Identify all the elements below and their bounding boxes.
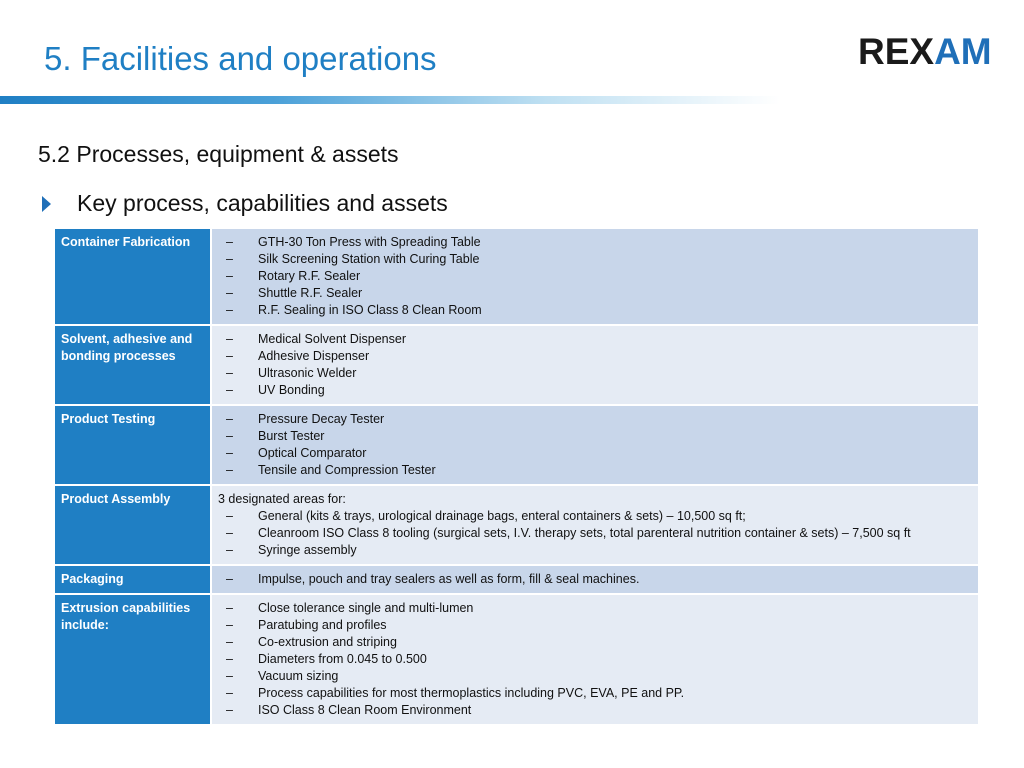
header-divider <box>0 96 780 104</box>
list-item-text: Cleanroom ISO Class 8 tooling (surgical sets, I.V. therapy sets, total parenteral nutrition container & sets) – 7,500 sq ft <box>258 526 911 540</box>
list-item <box>218 600 972 617</box>
list-item-text: Close tolerance single and multi-lumen <box>258 601 474 615</box>
list-item-text: GTH-30 Ton Press with Spreading Table <box>258 235 481 249</box>
list-item <box>218 428 972 445</box>
bullet-heading <box>42 190 448 217</box>
category-cell: Product Assembly <box>55 485 211 565</box>
list-item <box>218 251 972 268</box>
items-cell <box>211 594 978 725</box>
logo-text-am: AM <box>934 31 992 72</box>
table-row <box>55 405 978 485</box>
dash-bullet: – <box>226 601 233 615</box>
assets-table <box>55 229 978 726</box>
list-item-text: Optical Comparator <box>258 446 367 460</box>
list-item <box>218 542 972 559</box>
dash-bullet: – <box>226 366 233 380</box>
dash-bullet: – <box>226 412 233 426</box>
list-item <box>218 685 972 702</box>
items-cell <box>211 485 978 565</box>
list-item-text: Co-extrusion and striping <box>258 635 397 649</box>
dash-bullet: – <box>226 349 233 363</box>
list-item-text: Diameters from 0.045 to 0.500 <box>258 652 427 666</box>
dash-bullet: – <box>226 652 233 666</box>
dash-bullet: – <box>226 235 233 249</box>
list-item-text: Shuttle R.F. Sealer <box>258 286 363 300</box>
category-cell: Container Fabrication <box>55 229 211 325</box>
items-cell <box>211 405 978 485</box>
dash-bullet: – <box>226 703 233 717</box>
items-cell <box>211 565 978 594</box>
table-row <box>55 325 978 405</box>
list-item <box>218 702 972 719</box>
dash-bullet: – <box>226 686 233 700</box>
dash-bullet: – <box>226 635 233 649</box>
items-list <box>218 411 972 479</box>
dash-bullet: – <box>226 269 233 283</box>
dash-bullet: – <box>226 669 233 683</box>
items-list <box>218 508 972 559</box>
slide-title: 5. Facilities and operations <box>44 40 437 77</box>
list-item <box>218 508 972 525</box>
list-item <box>218 365 972 382</box>
list-item <box>218 382 972 399</box>
rexam-logo <box>858 30 992 74</box>
logo-text-rex: REX <box>858 31 935 72</box>
list-item <box>218 268 972 285</box>
list-item-text: Burst Tester <box>258 429 325 443</box>
bullet-heading-text: Key process, capabilities and assets <box>77 190 448 216</box>
list-item <box>218 571 972 588</box>
dash-bullet: – <box>226 509 233 523</box>
table-row <box>55 565 978 594</box>
items-list <box>218 571 972 588</box>
list-item-text: Syringe assembly <box>258 543 357 557</box>
items-list <box>218 234 972 319</box>
list-item <box>218 651 972 668</box>
dash-bullet: – <box>226 543 233 557</box>
table-row <box>55 485 978 565</box>
triangle-bullet-icon <box>42 196 51 212</box>
list-item <box>218 617 972 634</box>
dash-bullet: – <box>226 618 233 632</box>
list-item <box>218 525 972 542</box>
list-item-text: Impulse, pouch and tray sealers as well as form, fill & seal machines. <box>258 572 640 586</box>
list-item <box>218 331 972 348</box>
dash-bullet: – <box>226 463 233 477</box>
list-item <box>218 668 972 685</box>
list-item <box>218 234 972 251</box>
list-item-text: R.F. Sealing in ISO Class 8 Clean Room <box>258 303 482 317</box>
dash-bullet: – <box>226 286 233 300</box>
section-heading: 5.2 Processes, equipment & assets <box>38 141 399 167</box>
category-cell: Extrusion capabilities include: <box>55 594 211 725</box>
dash-bullet: – <box>226 252 233 266</box>
list-item-text: Tensile and Compression Tester <box>258 463 436 477</box>
list-item-text: Rotary R.F. Sealer <box>258 269 361 283</box>
dash-bullet: – <box>226 332 233 346</box>
items-list <box>218 331 972 399</box>
category-cell: Solvent, adhesive and bonding processes <box>55 325 211 405</box>
list-item-text: General (kits & trays, urological drainage bags, enteral containers & sets) – 10,500 sq ft; <box>258 509 746 523</box>
table-row <box>55 594 978 725</box>
list-item <box>218 634 972 651</box>
list-item <box>218 411 972 428</box>
list-item-text: Ultrasonic Welder <box>258 366 357 380</box>
items-list <box>218 600 972 719</box>
assets-table-body <box>55 229 978 725</box>
items-cell <box>211 325 978 405</box>
list-item-text: Adhesive Dispenser <box>258 349 370 363</box>
list-item <box>218 285 972 302</box>
list-item <box>218 462 972 479</box>
items-cell <box>211 229 978 325</box>
list-item-text: UV Bonding <box>258 383 325 397</box>
list-item-text: Silk Screening Station with Curing Table <box>258 252 480 266</box>
dash-bullet: – <box>226 303 233 317</box>
dash-bullet: – <box>226 446 233 460</box>
list-item <box>218 348 972 365</box>
list-item-text: Vacuum sizing <box>258 669 339 683</box>
category-cell: Product Testing <box>55 405 211 485</box>
category-cell: Packaging <box>55 565 211 594</box>
list-item <box>218 302 972 319</box>
list-item-text: Paratubing and profiles <box>258 618 387 632</box>
list-item-text: Pressure Decay Tester <box>258 412 385 426</box>
table-row <box>55 229 978 325</box>
dash-bullet: – <box>226 383 233 397</box>
dash-bullet: – <box>226 572 233 586</box>
list-item <box>218 445 972 462</box>
list-item-text: Medical Solvent Dispenser <box>258 332 406 346</box>
dash-bullet: – <box>226 526 233 540</box>
list-item-text: Process capabilities for most thermoplastics including PVC, EVA, PE and PP. <box>258 686 685 700</box>
list-item-text: ISO Class 8 Clean Room Environment <box>258 703 472 717</box>
items-intro: 3 designated areas for: <box>218 492 346 506</box>
dash-bullet: – <box>226 429 233 443</box>
